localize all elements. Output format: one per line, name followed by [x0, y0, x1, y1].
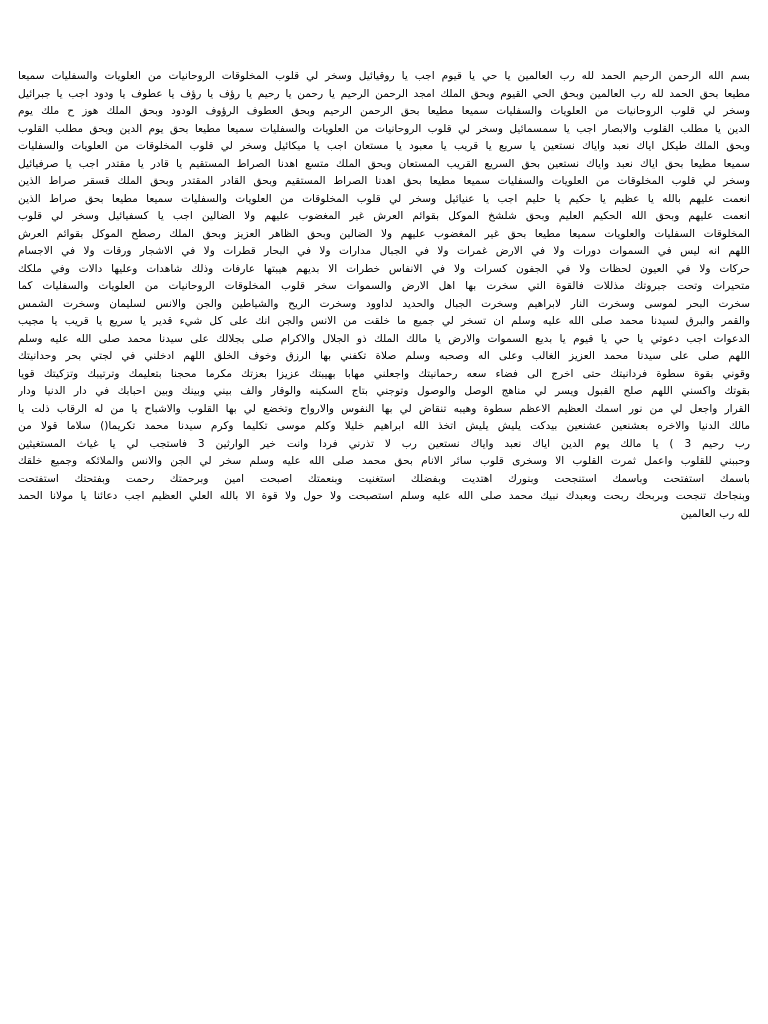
text-line: وسخر لي قلوب المخلوقات من العلويات والسفليات سميعا مطيعا بحق اهدنا الصراط المستقيم وبحق القادر المقتدر وبحق الملك قسقر صراط الذين [18, 175, 750, 187]
text-line: انعمت عليهم وبحق الله الحكيم العليم وبحق شلشخ الموكل بقوائم العرش غير المغضوب عليهم ولا الضالين اجب يا كسفيائيل وسخر لي قلوب [18, 210, 750, 222]
text-line: انعمت عليهم بالله يا عظيم يا حكيم يا حليم اجب يا عنيائيل وسخر لي قلوب المخلوقات من العلويات والسفليات سميعا مطيعا بحق صراط الذين [18, 192, 750, 205]
text-line: بقوتك واكسني اللهم صلح القبول ويسر لي مناهج الوصل والوصول وتوجني بتاج السكينه والوقار والف بيني وبينك وبين احبابك في دار الدنيا ودار [18, 385, 750, 397]
text-line: الدين يا مطلب القلوب والابصار اجب يا سمسمائيل وسخر لي قلوب الروحانيات من العلويات والسفليات سميعا مطيعا بحق يوم الدين وبحق مطلب القلوب [18, 122, 750, 135]
text-line: لله رب العالمين [680, 507, 750, 520]
text-line: متحيرات وتحت جبروتك مذللات فالقوة التي سخرت بها اهل الارض والسموات سخر قلوب المخلوقات الروحانيات من العلويات والسفليات كما [18, 280, 750, 292]
text-line: الدعوات اجب دعوتي يا حي يا قيوم يا بديع السموات والارض يا مالك الملك ذو الجلال والاكرام صلى بجلالك على سيدنا محمد صلى الله عليه وسلم [18, 332, 750, 345]
text-line: اللهم انه ليس في السموات دورات ولا في الارض غمرات ولا في الجبال مدارات ولا في البحار قطرات ولا في الاشجار ورقات ولا في الاجسام [18, 245, 750, 257]
text-line: والقمر والبرق لسيدنا محمد صلى الله عليه وسلم ان تسخر لي جميع ما خلقت من الانس والجن انك على كل شيء قدير يا سريع يا قريب يا مجيب [18, 315, 750, 327]
text-line: باسمك استفتحت وباسمك استنجحت وبنورك اهتديت وبفضلك استغنيت وبنعمتك اصبحت امين وبرحمتك رحمت وبفتحتك استفتحت [18, 472, 750, 485]
text-line: رب رحيم 3 ) يا مالك يوم الدين اياك نعبد واياك نستعين رب لا تذرني فردا وانت خير الوارثين 3 فاستجب لي يا غياث المستغيثين [18, 437, 750, 450]
text-line: وحببني للقلوب واعمل ثمرت القلوب الا وسخرى قلوب سائر الانام بحق محمد صلى الله عليه وسلم سخر لي الجن والانس والملائكه وجميع خلقك [18, 455, 750, 467]
text-line: وبنجاحك تنجحت وبربحك ربحت وبعبدك نبيك محمد صلى الله عليه وسلم استصبحت ولا حول ولا قوة الا بالله العلي العظيم اجب دعائنا يا مولانا الحمد [18, 490, 750, 502]
text-line: سميعا مطيعا بحق اياك نعبد واياك نستعين بحق السريع القريب المستعان وبحق الملك متسع اهدنا الصراط المستقيم يا قادر يا مقتدر اجب يا صرفيائيل [18, 157, 750, 170]
text-line: اللهم صلى على سيدنا محمد العزيز الغالب وعلى اله وصحبه وسلم صلاة تكفني بها الرزق وخوف الخلق اللهم ادخلني في لجتي بحر وحدانيتك [18, 350, 750, 362]
text-line: وبحق الملك طيكل اياك نعبد واياك نستعين يا سريع يا قريب يا معبود يا مستعان اجب يا ميكائيل وسخر لي قلوب المخلوقات من العلويات والسفليات [18, 140, 750, 152]
document-body [18, 68, 750, 523]
text-line: المخلوقات السفليات والعلويات سميعا مطيعا بحق غير المغضوب عليهم ولا الضالين وبحق الظاهر العزيز وبحق الملك رصطح الموكل بقوائم العرش [18, 227, 750, 240]
text-line: حركات ولا في العيون لحظات ولا في الجفون كسرات ولا في الانفاس خطرات الا بديهم هيبتها عارفات وذلك شاهدات وعليها دالات وفي ملكك [18, 262, 750, 275]
text-line: القرار واجعل لي من نور اسمك العظيم الاعظم سطوة وهيبه تنقاض لي بها النفوس والارواح وتخضع لي بها القلوب والاشباح يا من له الرقاب ذلت يا [18, 402, 750, 415]
text-line: سخرت البحر لموسى وسخرت النار لابراهيم وسخرت الجبال والحديد لداوود وسخرت الريح والشياطين والجن والانس لسليمان وسخرت الشمس [18, 297, 750, 310]
text-line: وسخر لي قلوب الروحانيات من العلويات والسفليات سميعا مطيعا بحق الرحمن الرحيم وبحق العطوف الرؤوف الودود وبحق الملك هوز ح ملك يوم [18, 105, 750, 117]
text-line: مالك الدنيا والاخره بعشنعين عشنعين بيدكت يليش يليش اتخذ الله ابراهيم خليلا وكلم موسى تكليما وكرم سيدنا محمد تكريما() سلاما قولا من [18, 420, 750, 432]
text-line: مطيعا بحق الحمد لله رب العالمين وبحق الحي القيوم وبحق الملك امجد الرحمن الرحيم يا رحمن يا رحيم يا رؤف يا رؤف يا عطوف يا ودود اجب يا جبرائيل [18, 87, 750, 100]
text-line: بسم الله الرحمن الرحيم الحمد لله رب العالمين يا حي يا قيوم اجب يا روقيائيل وسخر لي قلوب المخلوقات الروحانيات من العلويات والسفليات سميعا [18, 70, 750, 82]
text-line: وقوني بقوة سطوة فردانيتك حتى اخرج الى فضاء سعه رحمانيتك واجعلني مهابا بهيبتك عزيزا بعزتك مكرما محجنا بتعليمك وترتيبك وتزكيتك قويا [18, 367, 750, 380]
